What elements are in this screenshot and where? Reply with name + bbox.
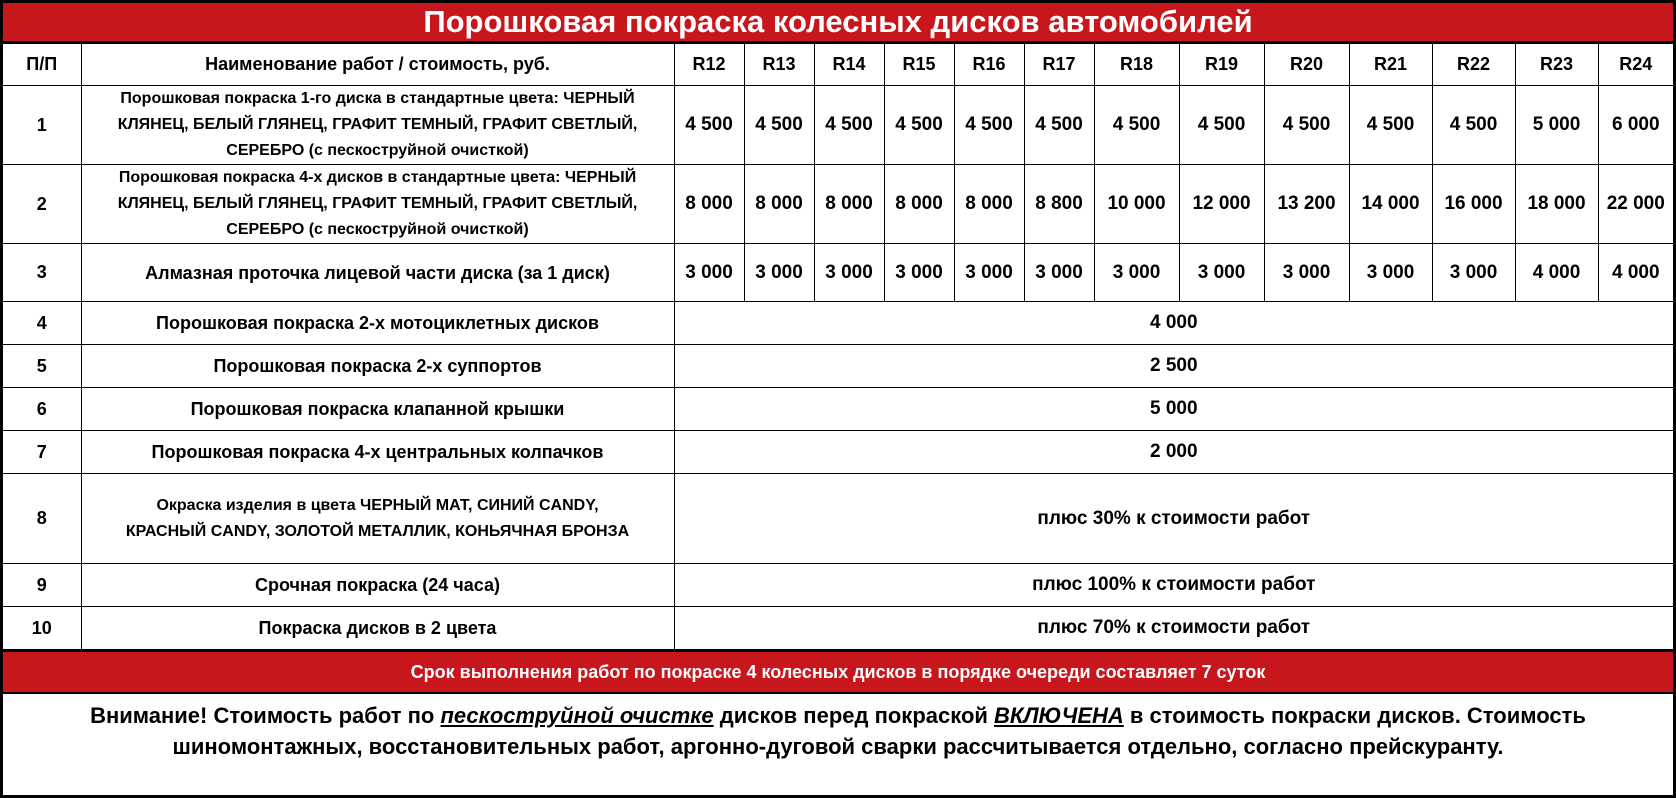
row-number: 7 — [3, 431, 81, 474]
price-table — [3, 43, 1673, 650]
price-cell: 3 000 — [1024, 244, 1094, 302]
price-cell: 3 000 — [814, 244, 884, 302]
row-number: 6 — [3, 388, 81, 431]
notice-part: в стоимость покраски дисков. Стоимость шиномонтажных, восстановительных работ, аргонно-дуговой сварки рассчитывается отдельно, согласно прейскуранту. — [172, 703, 1586, 759]
header-size: R13 — [744, 44, 814, 86]
row-price-value: плюс 100% к стоимости работ — [674, 564, 1673, 607]
header-size: R14 — [814, 44, 884, 86]
row-service-name: Порошковая покраска 4-х центральных колпачков — [81, 431, 674, 474]
price-cell: 4 500 — [1432, 86, 1515, 165]
row-number: 8 — [3, 474, 81, 564]
header-size: R16 — [954, 44, 1024, 86]
price-cell: 3 000 — [674, 244, 744, 302]
row-service-name: Покраска дисков в 2 цвета — [81, 607, 674, 650]
row-service-name: Порошковая покраска клапанной крышки — [81, 388, 674, 431]
price-cell: 22 000 — [1598, 165, 1673, 244]
price-cell: 6 000 — [1598, 86, 1673, 165]
row-number: 4 — [3, 302, 81, 345]
row-service-name: Срочная покраска (24 часа) — [81, 564, 674, 607]
header-size: R18 — [1094, 44, 1179, 86]
price-cell: 3 000 — [1432, 244, 1515, 302]
header-size: R12 — [674, 44, 744, 86]
header-size: R17 — [1024, 44, 1094, 86]
header-num: П/П — [3, 44, 81, 86]
row-price-value: 5 000 — [674, 388, 1673, 431]
price-cell: 4 500 — [1264, 86, 1349, 165]
row-number: 5 — [3, 345, 81, 388]
header-size: R22 — [1432, 44, 1515, 86]
price-cell: 8 000 — [954, 165, 1024, 244]
table-row — [3, 302, 1673, 345]
notice-emphasis: ВКЛЮЧЕНА — [994, 703, 1124, 728]
row-number: 9 — [3, 564, 81, 607]
row-price-value: плюс 70% к стоимости работ — [674, 607, 1673, 650]
row-service-name: Окраска изделия в цвета ЧЕРНЫЙ МАТ, СИНИЙ CANDY, КРАСНЫЙ CANDY, ЗОЛОТОЙ МЕТАЛЛИК, КОНЬЯЧНАЯ БРОНЗА — [81, 474, 674, 564]
price-cell: 3 000 — [1264, 244, 1349, 302]
price-cell: 4 500 — [1024, 86, 1094, 165]
table-row — [3, 474, 1673, 564]
table-row — [3, 431, 1673, 474]
price-cell: 4 500 — [744, 86, 814, 165]
row-price-value: 4 000 — [674, 302, 1673, 345]
price-cell: 3 000 — [1094, 244, 1179, 302]
price-cell: 4 500 — [814, 86, 884, 165]
price-cell: 3 000 — [744, 244, 814, 302]
header-size: R24 — [1598, 44, 1673, 86]
price-cell: 8 800 — [1024, 165, 1094, 244]
row-service-name: Порошковая покраска 1-го диска в стандартные цвета: ЧЕРНЫЙ КЛЯНЕЦ, БЕЛЫЙ ГЛЯНЕЦ, ГРАФИТ ТЕМНЫЙ, ГРАФИТ СВЕТЛЫЙ, СЕРЕБРО (с пескоструйной очисткой) — [81, 86, 674, 165]
price-cell: 18 000 — [1515, 165, 1598, 244]
row-number: 2 — [3, 165, 81, 244]
price-cell: 3 000 — [1179, 244, 1264, 302]
price-cell: 3 000 — [884, 244, 954, 302]
header-size: R23 — [1515, 44, 1598, 86]
price-cell: 4 500 — [884, 86, 954, 165]
notice-part: Внимание! Стоимость работ по — [90, 703, 441, 728]
price-cell: 14 000 — [1349, 165, 1432, 244]
price-cell: 10 000 — [1094, 165, 1179, 244]
header-size: R15 — [884, 44, 954, 86]
header-size: R19 — [1179, 44, 1264, 86]
price-cell: 4 500 — [1094, 86, 1179, 165]
notice-text — [3, 694, 1673, 762]
notice-part: дисков перед покраской — [713, 703, 995, 728]
table-row — [3, 165, 1673, 244]
table-row — [3, 564, 1673, 607]
table-row — [3, 345, 1673, 388]
table-row — [3, 388, 1673, 431]
price-cell: 8 000 — [744, 165, 814, 244]
page-title: Порошковая покраска колесных дисков автомобилей — [3, 3, 1673, 43]
price-cell: 4 500 — [1349, 86, 1432, 165]
deadline-banner: Срок выполнения работ по покраске 4 колесных дисков в порядке очереди составляет 7 суток — [3, 650, 1673, 694]
price-cell: 8 000 — [674, 165, 744, 244]
row-price-value: плюс 30% к стоимости работ — [674, 474, 1673, 564]
price-cell: 16 000 — [1432, 165, 1515, 244]
row-price-value: 2 000 — [674, 431, 1673, 474]
table-row — [3, 86, 1673, 165]
price-cell: 8 000 — [814, 165, 884, 244]
price-cell: 3 000 — [1349, 244, 1432, 302]
table-header-row — [3, 44, 1673, 86]
price-cell: 4 500 — [954, 86, 1024, 165]
price-cell: 12 000 — [1179, 165, 1264, 244]
table-row — [3, 244, 1673, 302]
row-number: 1 — [3, 86, 81, 165]
row-service-name: Порошковая покраска 2-х суппортов — [81, 345, 674, 388]
row-price-value: 2 500 — [674, 345, 1673, 388]
price-cell: 4 500 — [1179, 86, 1264, 165]
table-row — [3, 607, 1673, 650]
price-cell: 5 000 — [1515, 86, 1598, 165]
row-number: 3 — [3, 244, 81, 302]
price-cell: 13 200 — [1264, 165, 1349, 244]
header-name: Наименование работ / стоимость, руб. — [81, 44, 674, 86]
price-cell: 8 000 — [884, 165, 954, 244]
row-service-name: Порошковая покраска 2-х мотоциклетных дисков — [81, 302, 674, 345]
row-number: 10 — [3, 607, 81, 650]
price-cell: 3 000 — [954, 244, 1024, 302]
row-service-name: Порошковая покраска 4-х дисков в стандартные цвета: ЧЕРНЫЙ КЛЯНЕЦ, БЕЛЫЙ ГЛЯНЕЦ, ГРАФИТ ТЕМНЫЙ, ГРАФИТ СВЕТЛЫЙ, СЕРЕБРО (с пескоструйной очисткой) — [81, 165, 674, 244]
header-size: R21 — [1349, 44, 1432, 86]
price-cell: 4 000 — [1598, 244, 1673, 302]
row-service-name: Алмазная проточка лицевой части диска (за 1 диск) — [81, 244, 674, 302]
notice-emphasis: пескоструйной очистке — [440, 703, 714, 728]
price-cell: 4 000 — [1515, 244, 1598, 302]
header-size: R20 — [1264, 44, 1349, 86]
price-cell: 4 500 — [674, 86, 744, 165]
